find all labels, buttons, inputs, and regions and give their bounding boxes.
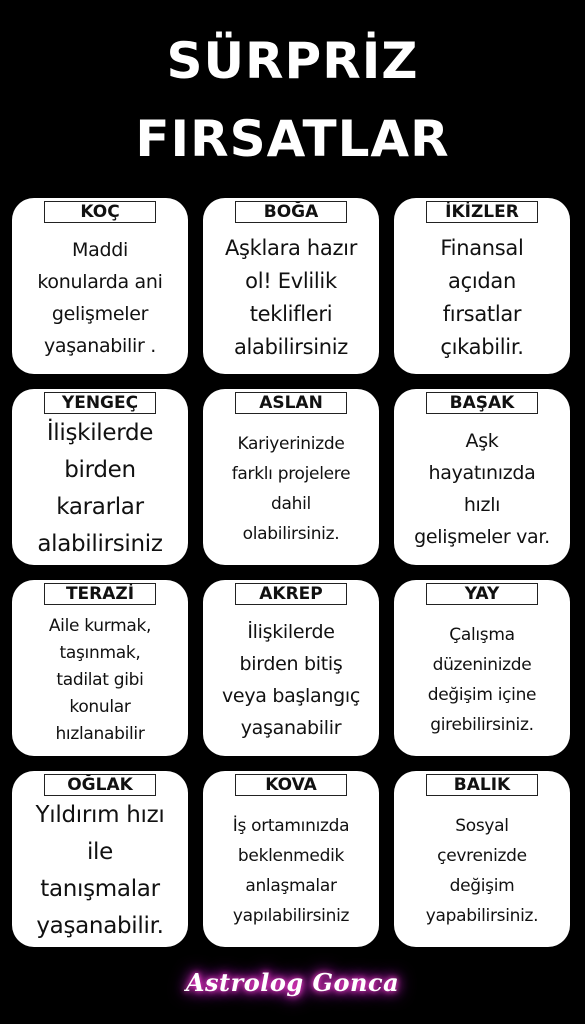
card-oglak <box>12 771 188 947</box>
sign-label-yengec: YENGEÇ <box>44 392 156 414</box>
sign-label-boga: BOĞA <box>235 201 347 223</box>
card-koc <box>12 198 188 374</box>
zodiac-grid <box>12 198 579 947</box>
card-terazi <box>12 580 188 756</box>
card-text-boga: Aşklara hazır ol! Evlilik teklifleri alabilirsiniz <box>224 236 358 359</box>
card-text-koc: Maddi konularda ani gelişmeler yaşanabilir . <box>37 239 163 357</box>
sign-label-koc: KOÇ <box>44 201 156 223</box>
card-text-oglak: Yıldırım hızı ile tanışmalar yaşanabilir. <box>35 802 165 939</box>
card-aslan <box>203 389 379 565</box>
card-text-aslan: Kariyerinizde farklı projelere dahil olabilirsiniz. <box>231 434 351 544</box>
card-boga <box>203 198 379 374</box>
card-text-yay: Çalışma düzeninizde değişim içine girebilirsiniz. <box>427 625 537 735</box>
author-signature: Astrolog Gonca <box>185 968 400 997</box>
card-text-ikizler: Finansal açıdan fırsatlar çıkabilir. <box>440 236 524 359</box>
card-yengec <box>12 389 188 565</box>
card-ikizler <box>394 198 570 374</box>
card-basak <box>394 389 570 565</box>
card-yay <box>394 580 570 756</box>
sign-label-balik: BALIK <box>426 774 538 796</box>
sign-label-ikizler: İKİZLER <box>426 201 538 223</box>
card-akrep <box>203 580 379 756</box>
card-text-akrep: İlişkilerde birden bitiş veya başlangıç yaşanabilir <box>221 621 360 739</box>
sign-label-aslan: ASLAN <box>235 392 347 414</box>
sign-label-yay: YAY <box>426 583 538 605</box>
card-text-balik: Sosyal çevrenizde değişim yapabilirsiniz. <box>425 816 539 926</box>
sign-label-akrep: AKREP <box>235 583 347 605</box>
sign-label-kova: KOVA <box>235 774 347 796</box>
sign-label-basak: BAŞAK <box>426 392 538 414</box>
card-balik <box>394 771 570 947</box>
card-text-kova: İş ortamınızda beklenmedik anlaşmalar yapılabilirsiniz <box>232 816 350 926</box>
card-kova <box>203 771 379 947</box>
card-text-yengec: İlişkilerde birden kararlar alabilirsiniz <box>37 420 163 557</box>
sign-label-terazi: TERAZİ <box>44 583 156 605</box>
page-title-line-2: FIRSATLAR <box>135 110 450 168</box>
page-title-line-1: SÜRPRİZ <box>166 32 419 90</box>
card-text-terazi: Aile kurmak, taşınmak, tadilat gibi konular hızlanabilir <box>48 615 152 744</box>
card-text-basak: Aşk hayatınızda hızlı gelişmeler var. <box>414 430 550 548</box>
sign-label-oglak: OĞLAK <box>44 774 156 796</box>
